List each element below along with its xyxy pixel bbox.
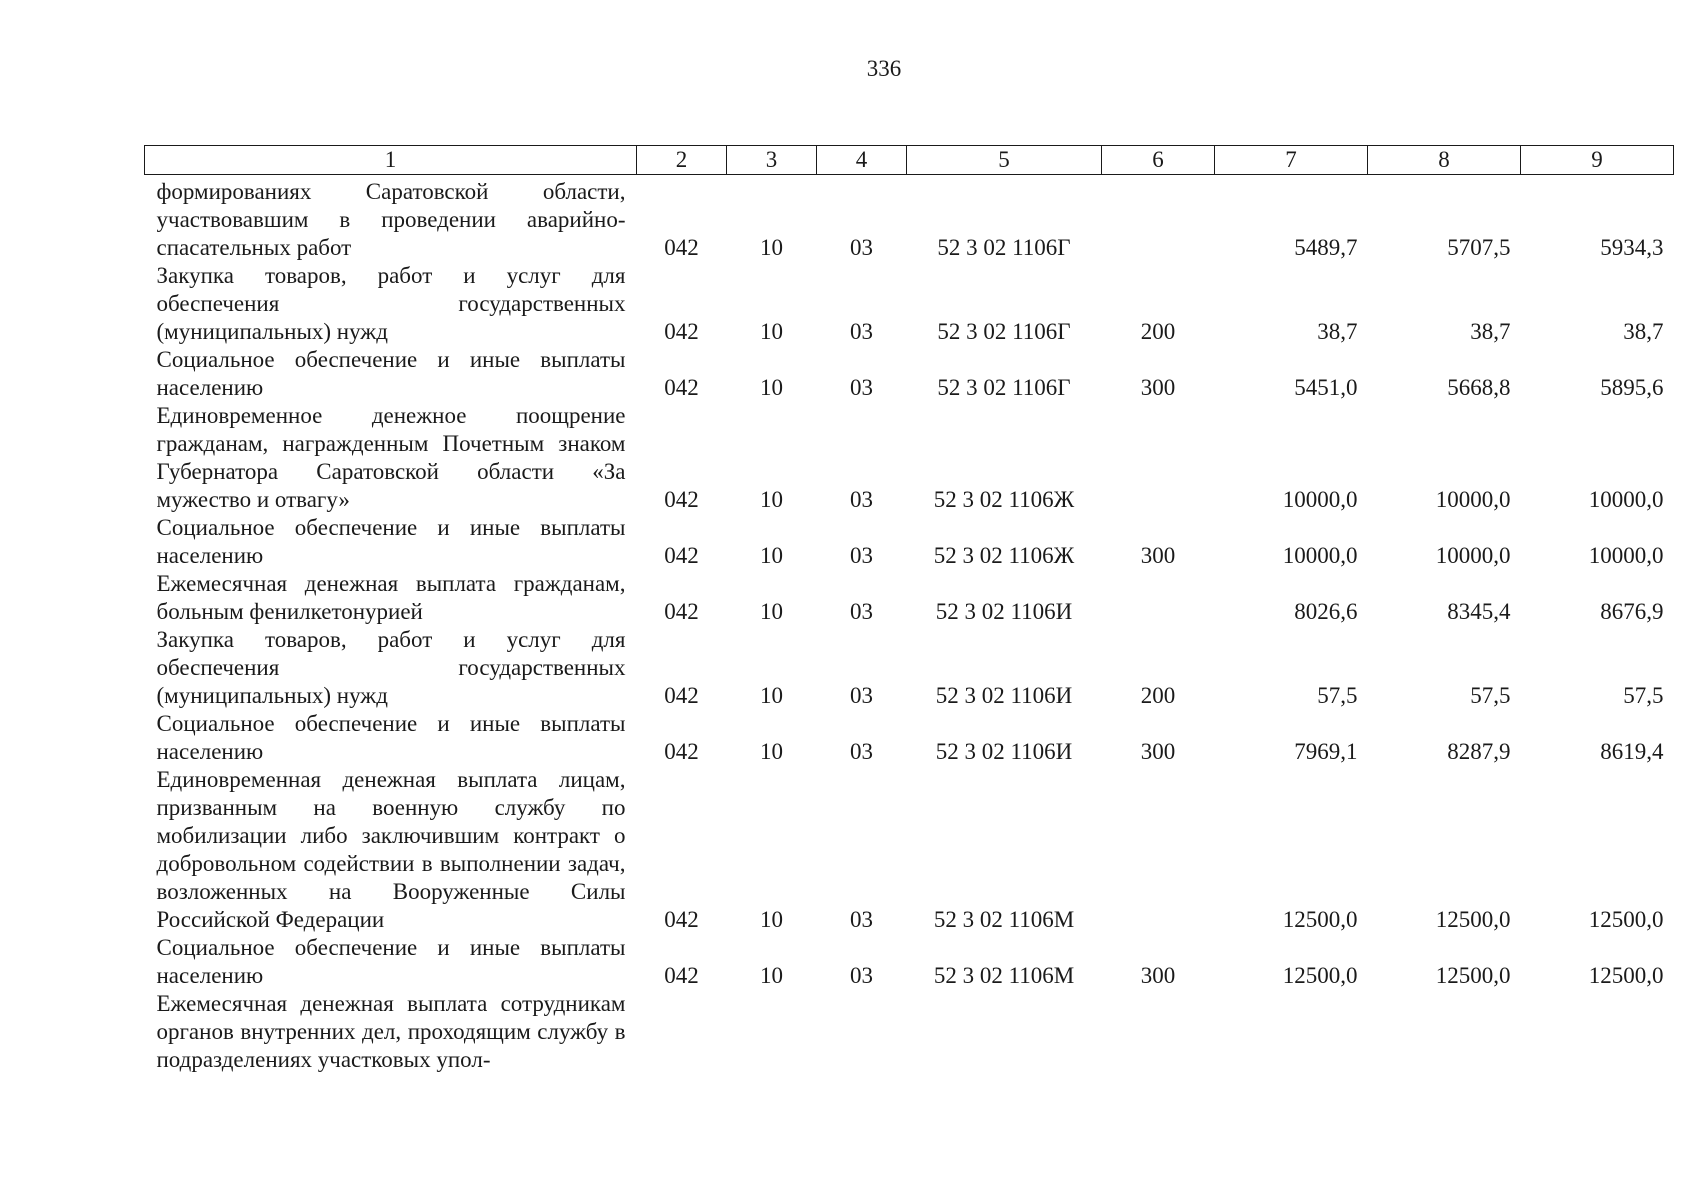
target-article-code: 52 3 02 1106Г [937, 375, 1071, 400]
amount-year-2: 10000,0 [1435, 487, 1511, 512]
amount-year-1: 8026,6 [1294, 599, 1358, 624]
subsection-code: 03 [850, 739, 873, 764]
column-header: 9 [1521, 146, 1674, 175]
table-row [145, 262, 1674, 346]
amount-year-2: 38,7 [1470, 319, 1511, 344]
target-article-code: 52 3 02 1106М [933, 907, 1075, 932]
row-description: Социальное обеспечение и иные выплаты населению [156, 935, 626, 988]
amount-year-1: 10000,0 [1282, 543, 1358, 568]
ministry-code: 042 [664, 907, 699, 932]
section-code: 10 [760, 235, 783, 260]
target-article-code: 52 3 02 1106Ж [933, 543, 1075, 568]
amount-year-3: 8619,4 [1600, 739, 1664, 764]
ministry-code: 042 [664, 963, 699, 988]
section-code: 10 [760, 543, 783, 568]
ministry-code: 042 [664, 375, 699, 400]
table-row [145, 346, 1674, 402]
ministry-code: 042 [664, 319, 699, 344]
row-description: Социальное обеспечение и иные выплаты населению [156, 347, 626, 400]
column-header: 8 [1368, 146, 1521, 175]
expense-type-code [1102, 402, 1215, 514]
subsection-code: 03 [850, 683, 873, 708]
budget-table [144, 145, 1674, 1074]
amount-year-3: 38,7 [1623, 319, 1664, 344]
ministry-code: 042 [664, 487, 699, 512]
column-header: 1 [145, 146, 637, 175]
amount-year-2: 5668,8 [1447, 375, 1511, 400]
target-article-code: 52 3 02 1106И [935, 739, 1073, 764]
expense-type-code: 300 [1140, 375, 1176, 400]
row-description: Ежемесячная денежная выплата гражданам, больным фенилкетонурией [156, 571, 626, 624]
amount-year-3 [1521, 990, 1674, 1074]
target-article-code: 52 3 02 1106И [935, 683, 1073, 708]
column-header: 3 [727, 146, 817, 175]
expense-type-code: 200 [1140, 683, 1176, 708]
amount-year-2: 12500,0 [1435, 907, 1511, 932]
column-header: 2 [637, 146, 727, 175]
target-article-code: 52 3 02 1106И [935, 599, 1073, 624]
row-description: Социальное обеспечение и иные выплаты населению [156, 515, 626, 568]
section-code: 10 [760, 683, 783, 708]
target-article-code: 52 3 02 1106М [933, 963, 1075, 988]
subsection-code: 03 [850, 487, 873, 512]
row-description: Закупка товаров, работ и услуг для обеспечения государственных (муниципальных) нужд [156, 263, 626, 344]
amount-year-2: 8345,4 [1447, 599, 1511, 624]
target-article-code [907, 990, 1102, 1074]
amount-year-3: 57,5 [1623, 683, 1664, 708]
amount-year-3: 10000,0 [1588, 487, 1664, 512]
subsection-code: 03 [850, 235, 873, 260]
expense-type-code: 300 [1140, 963, 1176, 988]
amount-year-2: 8287,9 [1447, 739, 1511, 764]
amount-year-3: 12500,0 [1588, 907, 1664, 932]
section-code: 10 [760, 907, 783, 932]
column-header: 5 [907, 146, 1102, 175]
expense-type-code: 300 [1140, 543, 1176, 568]
table-row [145, 934, 1674, 990]
column-header: 6 [1102, 146, 1215, 175]
ministry-code [637, 990, 727, 1074]
expense-type-code: 200 [1140, 319, 1176, 344]
target-article-code: 52 3 02 1106Г [937, 235, 1071, 260]
target-article-code: 52 3 02 1106Ж [933, 487, 1075, 512]
amount-year-1: 5489,7 [1294, 235, 1358, 260]
table-row [145, 514, 1674, 570]
section-code: 10 [760, 599, 783, 624]
ministry-code: 042 [664, 235, 699, 260]
page-number: 336 [866, 56, 902, 81]
subsection-code: 03 [850, 319, 873, 344]
section-code: 10 [760, 739, 783, 764]
section-code: 10 [760, 487, 783, 512]
column-header: 4 [817, 146, 907, 175]
section-code: 10 [760, 963, 783, 988]
row-description: Единовременная денежная выплата лицам, призванным на военную службу по мобилизации либо заключившим контракт о добровольном содействии в выполнении задач, возложенных на Вооруженные Силы Российской Федерации [156, 767, 626, 932]
amount-year-1: 38,7 [1317, 319, 1358, 344]
amount-year-2: 12500,0 [1435, 963, 1511, 988]
subsection-code: 03 [850, 963, 873, 988]
ministry-code: 042 [664, 599, 699, 624]
row-description: Социальное обеспечение и иные выплаты населению [156, 711, 626, 764]
row-description: Закупка товаров, работ и услуг для обеспечения государственных (муниципальных) нужд [156, 627, 626, 708]
ministry-code: 042 [664, 739, 699, 764]
table-row [145, 990, 1674, 1074]
subsection-code: 03 [850, 599, 873, 624]
amount-year-3: 5895,6 [1600, 375, 1664, 400]
amount-year-2: 57,5 [1470, 683, 1511, 708]
ministry-code: 042 [664, 683, 699, 708]
expense-type-code [1102, 570, 1215, 626]
subsection-code: 03 [850, 543, 873, 568]
amount-year-1: 10000,0 [1282, 487, 1358, 512]
expense-type-code [1102, 990, 1215, 1074]
row-description: формированиях Саратовской области, участвовавшим в проведении аварийно-спасательных работ [156, 179, 626, 260]
amount-year-2: 5707,5 [1447, 235, 1511, 260]
amount-year-3: 12500,0 [1588, 963, 1664, 988]
subsection-code [817, 990, 907, 1074]
column-header: 7 [1215, 146, 1368, 175]
expense-type-code [1102, 766, 1215, 934]
subsection-code: 03 [850, 907, 873, 932]
column-number-header [145, 146, 1674, 175]
target-article-code: 52 3 02 1106Г [937, 319, 1071, 344]
subsection-code: 03 [850, 375, 873, 400]
ministry-code: 042 [664, 543, 699, 568]
expense-type-code [1102, 175, 1215, 263]
amount-year-3: 5934,3 [1600, 235, 1664, 260]
section-code: 10 [760, 319, 783, 344]
table-row [145, 175, 1674, 263]
amount-year-3: 8676,9 [1600, 599, 1664, 624]
row-description: Единовременное денежное поощрение гражданам, награжденным Почетным знаком Губернатора Саратовской области «За мужество и отвагу» [156, 403, 626, 512]
table-row [145, 402, 1674, 514]
expense-type-code: 300 [1140, 739, 1176, 764]
table-row [145, 766, 1674, 934]
row-description: Ежемесячная денежная выплата сотрудникам органов внутренних дел, проходящим службу в подразделениях участковых упол- [156, 991, 626, 1072]
table-row [145, 626, 1674, 710]
section-code: 10 [760, 375, 783, 400]
amount-year-1: 12500,0 [1282, 907, 1358, 932]
amount-year-1: 7969,1 [1294, 739, 1358, 764]
amount-year-3: 10000,0 [1588, 543, 1664, 568]
amount-year-1: 57,5 [1317, 683, 1358, 708]
table-row [145, 570, 1674, 626]
amount-year-1: 12500,0 [1282, 963, 1358, 988]
amount-year-2: 10000,0 [1435, 543, 1511, 568]
amount-year-1: 5451,0 [1294, 375, 1358, 400]
amount-year-1 [1215, 990, 1368, 1074]
table-row [145, 710, 1674, 766]
amount-year-2 [1368, 990, 1521, 1074]
section-code [727, 990, 817, 1074]
